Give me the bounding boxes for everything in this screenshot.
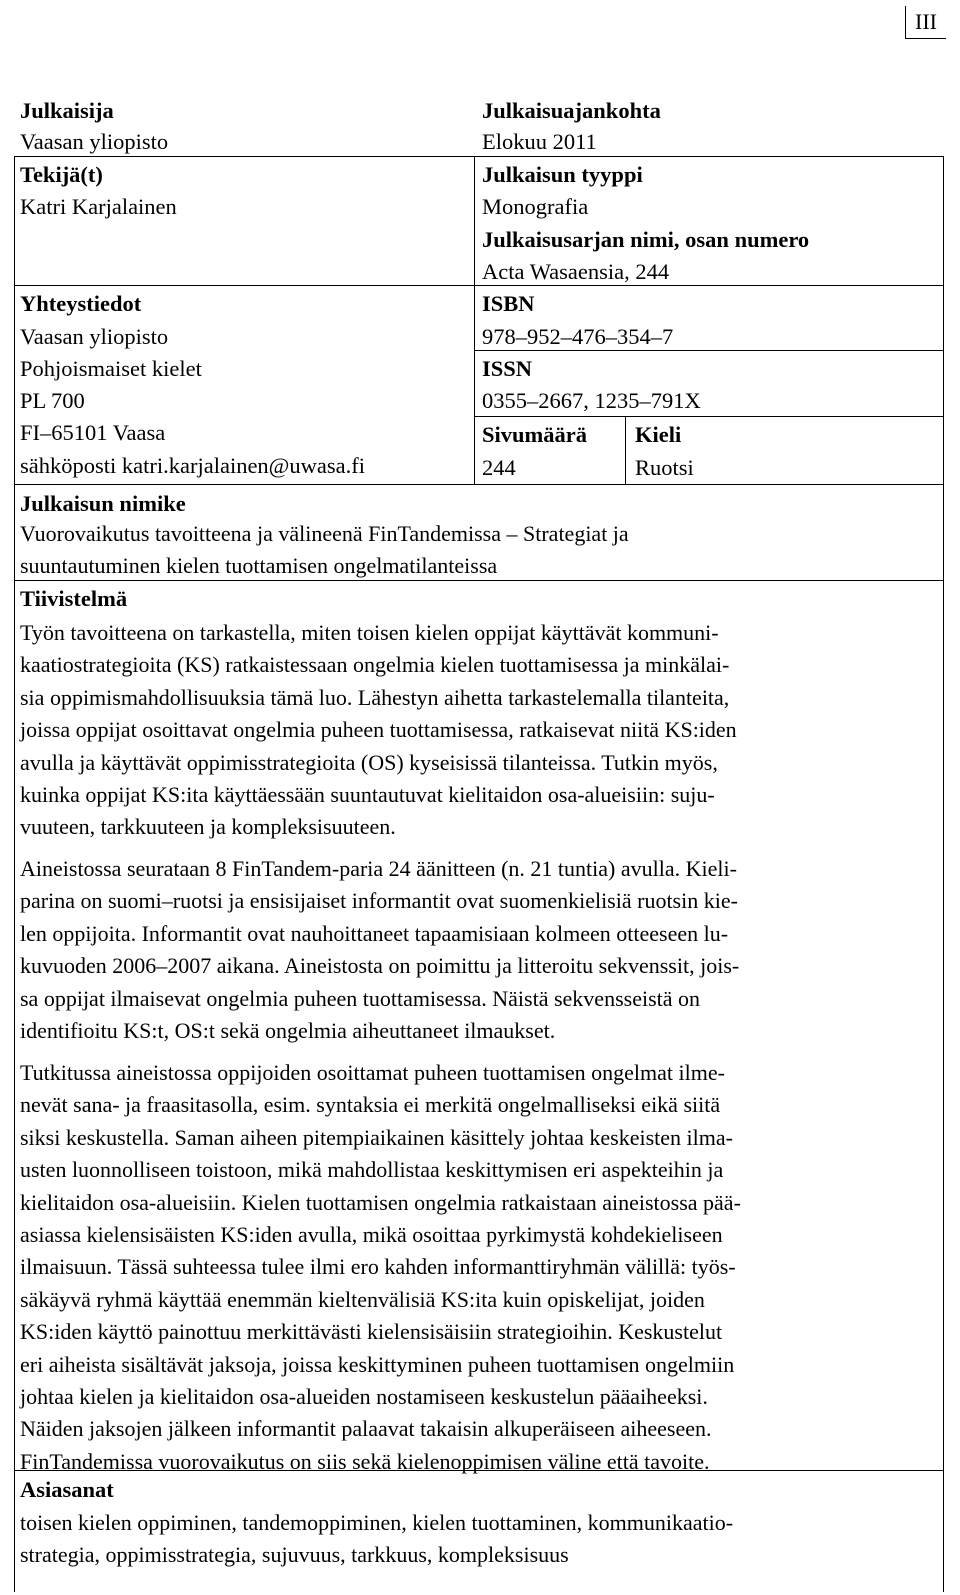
rule xyxy=(14,285,474,286)
contact-label: Yhteystiedot xyxy=(20,291,142,316)
title-label: Julkaisun nimike xyxy=(20,491,186,516)
pages-label: Sivumäärä xyxy=(482,422,588,447)
publication-date-value: Elokuu 2011 xyxy=(482,129,597,154)
abstract-paragraph: Työn tavoitteena on tarkastella, miten toisen kielen oppijat käyttävät kommuni- kaatiostrategioita (KS) ratkaistessaan ongelmia kielen tuottamisessa ja minkälai- sia oppimismahdollisuuksia tämä luo. Lähestyn aihetta tarkastelemalla tilanteita, joissa oppijat osoittavat ongelmia puheen tuottamisessa, ratkaisevat niitä KS:iden avulla ja käyttävät oppimisstrategioita (OS) kyseisissä tilanteissa. Tutkin myös, kuinka oppijat KS:ita käyttäessään suuntautuvat kielitaidon osa-alueisiin: suju- vuuteen, tarkkuuteen ja kompleksisuuteen. xyxy=(20,620,737,840)
keywords-label: Asiasanat xyxy=(20,1477,114,1502)
contact-line: PL 700 xyxy=(20,388,85,413)
rule xyxy=(474,285,944,286)
contact-email: sähköposti katri.karjalainen@uwasa.fi xyxy=(20,453,365,478)
isbn-value: 978–952–476–354–7 xyxy=(482,324,674,349)
rule xyxy=(14,156,15,1592)
contact-line: FI–65101 Vaasa xyxy=(20,420,166,445)
rule xyxy=(625,416,626,484)
contact-line: Vaasan yliopisto xyxy=(20,324,169,349)
title-value: Vuorovaikutus tavoitteena ja välineenä FinTandemissa – Strategiat ja suuntautuminen kielen tuottamisen ongelmatilanteissa xyxy=(20,521,629,579)
series-value: Acta Wasaensia, 244 xyxy=(482,259,670,284)
publisher-label: Julkaisija xyxy=(20,98,114,123)
abstract-paragraph: Aineistossa seurataan 8 FinTandem-paria 24 äänitteen (n. 21 tuntia) avulla. Kieli- parina on suomi–ruotsi ja ensisijaiset informantit ovat suomenkielisiä ruotsin kie- len oppijoita. Informantit ovat nauhoittaneet tapaamisiaan kolmeen otteeseen lu- kuvuoden 2006–2007 aikana. Aineistosta on poimittu ja litteroitu sekvenssit, jois- sa oppijat ilmaisevat ongelmia puheen tuottamisessa. Näistä sekvensseistä on identifioitu KS:t, OS:t sekä ongelmia aiheuttaneet ilmaukset. xyxy=(20,856,740,1044)
series-label: Julkaisusarjan nimi, osan numero xyxy=(482,227,810,252)
abstract-label: Tiivistelmä xyxy=(20,586,128,611)
abstract-paragraph: Tutkitussa aineistossa oppijoiden osoittamat puheen tuottamisen ongelmat ilme- nevät sana- ja fraasitasolla, esim. syntaksia ei merkitä ongelmalliseksi eikä siitä siksi keskustella. Saman aiheen pitempiaikainen käsittely johtaa keskeisten ilma- usten luonnolliseen toistoon, mikä mahdollistaa keskittymisen eri aspekteihin ja kielitaidon osa-alueisiin. Kielen tuottamisen ongelmia ratkaistaan aineistossa pää- asiassa kielensisäisten KS:iden avulla, mikä osoittaa pyrkimystä kohdekieliseen ilmaisuun. Tässä suhteessa tulee ilmi ero kahden informanttiryhmän välillä: työs- säkäyvä ryhmä käyttää enemmän kieltenvälisiä KS:ita kuin opiskelijat, joiden KS:iden käyttö painottuu merkittävästi kielensisäisiin strategioihin. Keskustelut eri aiheista sisältävät jaksoja, joissa keskittyminen puheen tuottamisen ongelmiin johtaa kielen ja kielitaidon osa-alueiden nostamiseen keskustelun pääaiheeksi. Näiden jaksojen jälkeen informantit palaavat takaisin alkuperäiseen aiheeseen. FinTandemissa vuorovaikutus on siis sekä kielenoppimisen väline että tavoite. xyxy=(20,1060,741,1474)
issn-label: ISSN xyxy=(482,356,533,381)
authors-value: Katri Karjalainen xyxy=(20,194,177,219)
page-number: III xyxy=(905,6,946,39)
authors-label: Tekijä(t) xyxy=(20,162,103,187)
rule xyxy=(474,350,944,351)
rule xyxy=(14,484,944,485)
publication-date-label: Julkaisuajankohta xyxy=(482,98,661,123)
issn-value: 0355–2667, 1235–791X xyxy=(482,388,701,413)
rule xyxy=(474,156,475,484)
publication-type-value: Monografia xyxy=(482,194,589,219)
contact-line: Pohjoismaiset kielet xyxy=(20,356,202,381)
rule xyxy=(14,156,944,157)
rule xyxy=(943,156,944,1592)
rule xyxy=(474,416,944,417)
rule xyxy=(14,1470,944,1471)
rule xyxy=(14,580,944,581)
pages-value: 244 xyxy=(482,455,516,480)
language-label: Kieli xyxy=(635,422,682,447)
keywords-value: toisen kielen oppiminen, tandemoppiminen, kielen tuottaminen, kommunikaatio- strategia, oppimisstrategia, sujuvuus, tarkkuus, kompleksisuus xyxy=(20,1510,734,1568)
language-value: Ruotsi xyxy=(635,455,694,480)
isbn-label: ISBN xyxy=(482,291,535,316)
publisher-value: Vaasan yliopisto xyxy=(20,129,169,154)
publication-type-label: Julkaisun tyyppi xyxy=(482,162,643,187)
